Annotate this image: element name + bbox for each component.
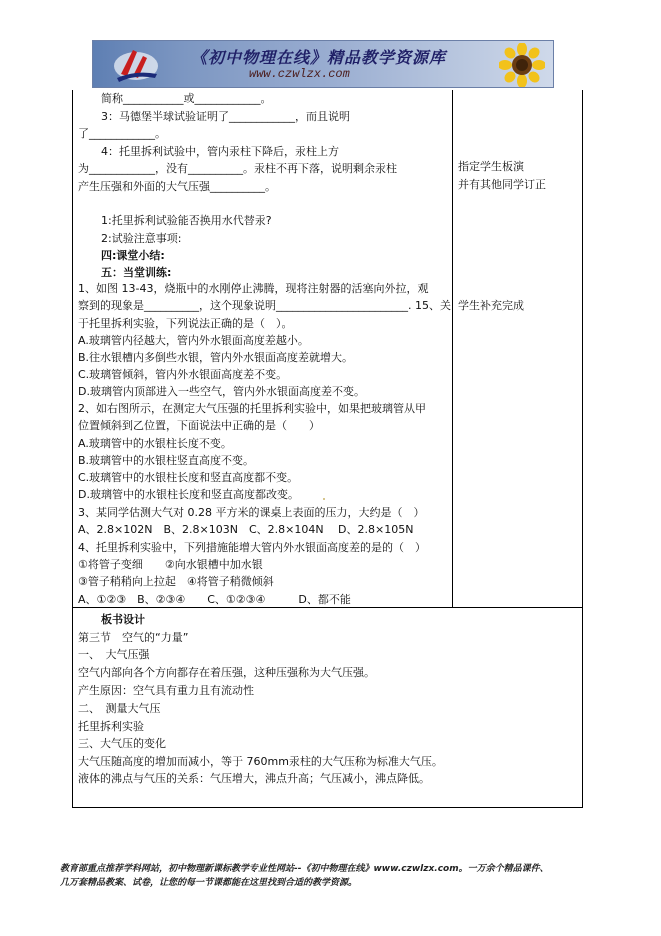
text-line: 2、如右图所示，在测定大气压强的托里拆利实验中，如果把玻璃管从甲 bbox=[78, 402, 426, 415]
text-line: 了____________。 bbox=[78, 127, 166, 140]
option-line: A.玻璃管内径越大，管内外水银面高度差越小。 bbox=[78, 334, 309, 347]
sunflower-icon bbox=[499, 43, 545, 87]
footer bbox=[60, 862, 620, 890]
text-line: 于托里拆利实验，下列说法正确的是（ ）。 bbox=[78, 317, 293, 330]
text-line: 简称___________或____________。 bbox=[101, 92, 272, 105]
option-line: A、①②③ B、②③④ C、①②③④ D、都不能 bbox=[78, 593, 351, 606]
board-line: 二、 测量大气压 bbox=[78, 702, 161, 715]
text-line: 2:试验注意事项: bbox=[101, 232, 182, 245]
section-heading: 五：当堂训练: bbox=[101, 266, 172, 279]
option-line: ③管子稍稍向上拉起 ④将管子稍微倾斜 bbox=[78, 575, 274, 588]
option-line: C.玻璃管倾斜，管内外水银面高度差不变。 bbox=[78, 368, 288, 381]
option-line: B.往水银槽内多倒些水银，管内外水银面高度差就增大。 bbox=[78, 351, 354, 364]
board-line: 三、大气压的变化 bbox=[78, 737, 166, 750]
board-line: 产生原因：空气具有重力且有流动性 bbox=[78, 684, 254, 697]
text-line: 察到的现象是__________，这个现象说明________________________. 15、关 bbox=[78, 299, 451, 312]
option-line: B.玻璃管中的水银柱竖直高度不变。 bbox=[78, 454, 255, 467]
board-line: 空气内部向各个方向都存在着压强，这种压强称为大气压强。 bbox=[78, 666, 375, 679]
text-line: 4、托里拆利实验中，下列措施能增大管内外水银面高度差的是的（ ） bbox=[78, 541, 426, 554]
stray-dot bbox=[323, 498, 325, 500]
text-line: 1、如图 13-43，烧瓶中的水刚停止沸腾，现将注射器的活塞向外拉，观 bbox=[78, 282, 429, 295]
board-line: 液体的沸点与气压的关系：气压增大，沸点升高；气压减小，沸点降低。 bbox=[78, 772, 430, 785]
banner-title: 《初中物理在线》精品教学资源库 bbox=[191, 48, 447, 67]
board-line: 大气压随高度的增加而减小，等于 760mm汞柱的大气压称为标准大气压。 bbox=[78, 755, 443, 768]
text-line: 产生压强和外面的大气压强__________。 bbox=[78, 180, 276, 193]
text-line: 3：马德堡半球试验证明了____________，而且说明 bbox=[101, 110, 350, 123]
footer-line: 教育部重点推荐学科网站，初中物理新课标教学专业性网站--《初中物理在线》www.czwlzx.com。一万余个精品课件、 bbox=[60, 864, 549, 874]
side-note: 并有其他同学订正 bbox=[458, 178, 546, 191]
text-line: 1:托里拆利试验能否换用水代替汞? bbox=[101, 214, 272, 227]
option-line: D.玻璃管内顶部进入一些空气，管内外水银面高度差不变。 bbox=[78, 385, 365, 398]
text-line: 4：托里拆利试验中，管内汞柱下降后，汞柱上方 bbox=[101, 145, 339, 158]
text-line: 位置倾斜到乙位置，下面说法中正确的是（ ） bbox=[78, 419, 320, 432]
side-note: 指定学生板演 bbox=[458, 160, 524, 173]
board-heading: 板书设计 bbox=[101, 613, 145, 626]
text-line: 为____________，没有__________。汞柱不再下落，说明剩余汞柱 bbox=[78, 162, 397, 175]
header-banner bbox=[92, 40, 554, 88]
side-note: 学生补充完成 bbox=[458, 299, 524, 312]
board-line: 托里拆利实验 bbox=[78, 720, 144, 733]
board-line: 第三节 空气的“力量” bbox=[78, 631, 189, 644]
option-line: ①将管子变细 ②向水银槽中加水银 bbox=[78, 558, 263, 571]
banner-url: www.czwlzx.com bbox=[249, 67, 350, 81]
option-line: C.玻璃管中的水银柱长度和竖直高度都不变。 bbox=[78, 471, 299, 484]
option-line: A.玻璃管中的水银柱长度不变。 bbox=[78, 437, 232, 450]
option-line: A、2.8×102N B、2.8×103N C、2.8×104N D、2.8×105N bbox=[78, 523, 414, 536]
option-line: D.玻璃管中的水银柱长度和竖直高度都改变。 bbox=[78, 488, 299, 501]
section-heading: 四:课堂小结: bbox=[101, 249, 165, 262]
footer-line: 几万套精品教案、试卷，让您的每一节课都能在这里找到合适的教学资源。 bbox=[60, 878, 358, 888]
board-line: 一、 大气压强 bbox=[78, 648, 150, 661]
text-line: 3、某同学估测大气对 0.28 平方米的课桌上表面的压力，大约是（ ） bbox=[78, 506, 425, 519]
logo-icon bbox=[111, 44, 161, 84]
